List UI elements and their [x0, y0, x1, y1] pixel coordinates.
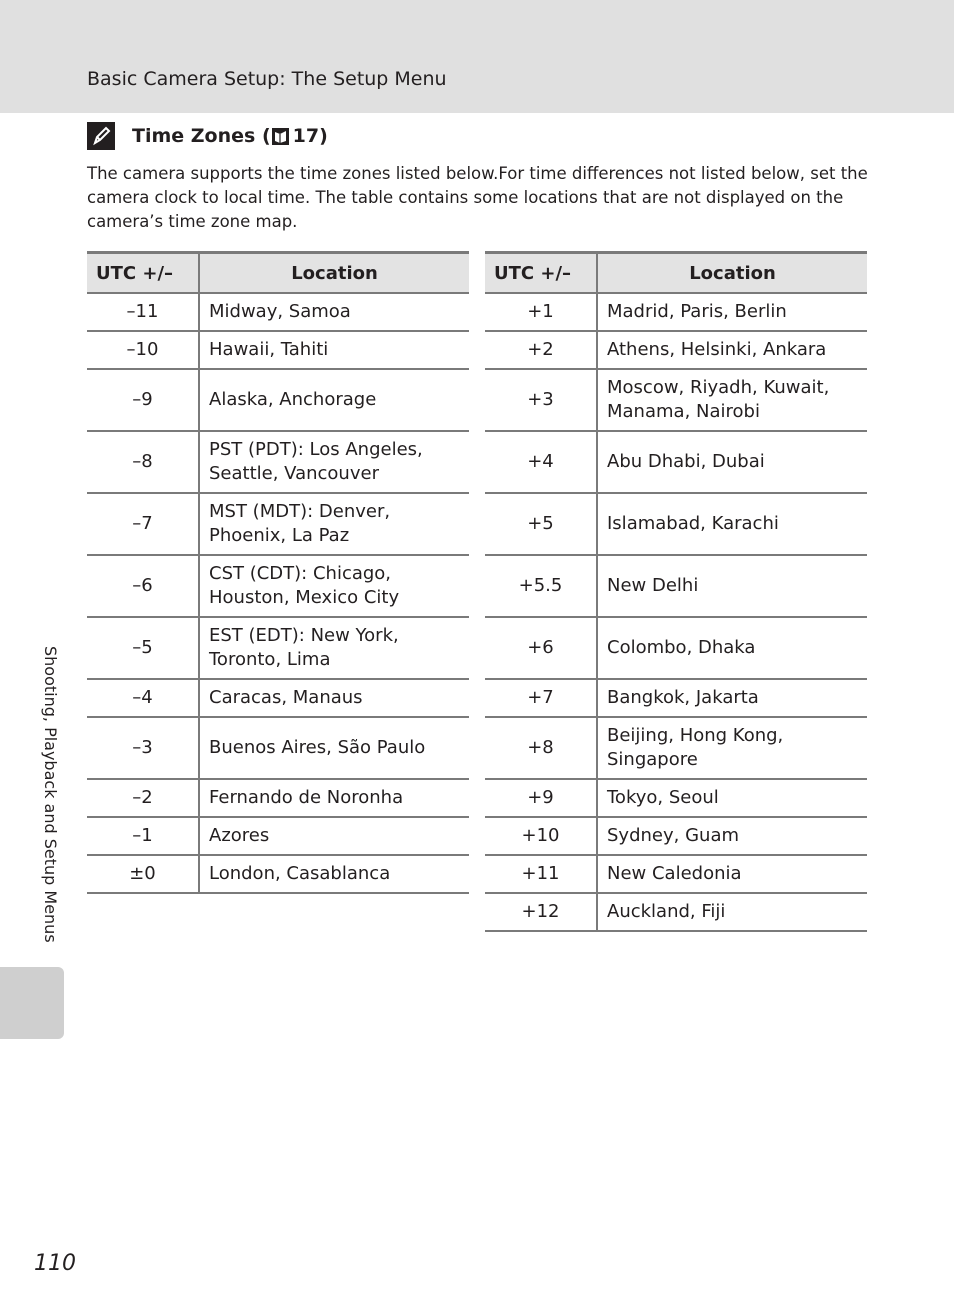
table-row [485, 817, 867, 855]
location-name: Colombo, Dhaka [597, 617, 867, 679]
reference-page-icon [272, 128, 289, 145]
table-row [87, 717, 469, 779]
table-row [87, 779, 469, 817]
location-name: Azores [199, 817, 469, 855]
table-row [87, 679, 469, 717]
table-row [485, 431, 867, 493]
utc-offset: –11 [87, 293, 199, 331]
location-name: MST (MDT): Denver, Phoenix, La Paz [199, 493, 469, 555]
table-row [485, 331, 867, 369]
location-name: Madrid, Paris, Berlin [597, 293, 867, 331]
location-column-header: Location [199, 253, 469, 294]
table-row [485, 855, 867, 893]
location-name: Midway, Samoa [199, 293, 469, 331]
location-name: Caracas, Manaus [199, 679, 469, 717]
utc-offset: +5.5 [485, 555, 597, 617]
utc-offset: –1 [87, 817, 199, 855]
location-name: Hawaii, Tahiti [199, 331, 469, 369]
location-name: Islamabad, Karachi [597, 493, 867, 555]
table-row [485, 679, 867, 717]
utc-offset: +4 [485, 431, 597, 493]
location-name: Bangkok, Jakarta [597, 679, 867, 717]
table-row [87, 493, 469, 555]
section-title-prefix: Time Zones ( [132, 125, 271, 147]
section-title [87, 122, 328, 150]
location-name: New Delhi [597, 555, 867, 617]
utc-offset: +9 [485, 779, 597, 817]
utc-offset: +10 [485, 817, 597, 855]
utc-offset: +1 [485, 293, 597, 331]
table-row [87, 617, 469, 679]
location-name: Auckland, Fiji [597, 893, 867, 931]
timezone-table-left [87, 251, 469, 894]
location-column-header: Location [597, 253, 867, 294]
table-row [87, 817, 469, 855]
page-header-title: Basic Camera Setup: The Setup Menu [87, 68, 447, 90]
location-name: Abu Dhabi, Dubai [597, 431, 867, 493]
table-row [485, 617, 867, 679]
utc-offset: –4 [87, 679, 199, 717]
utc-offset: –8 [87, 431, 199, 493]
location-name: CST (CDT): Chicago, Houston, Mexico City [199, 555, 469, 617]
section-title-ref: 17) [292, 125, 328, 147]
table-row [485, 493, 867, 555]
utc-offset: –3 [87, 717, 199, 779]
location-name: Beijing, Hong Kong, Singapore [597, 717, 867, 779]
utc-offset: –6 [87, 555, 199, 617]
utc-offset: –2 [87, 779, 199, 817]
intro-paragraph: The camera supports the time zones listed below.For time differences not listed below, set the camera clock to local time. The table contains some locations that are not displayed on the camera’s time zone map. [87, 164, 868, 231]
utc-offset: +3 [485, 369, 597, 431]
pencil-note-icon [87, 122, 115, 150]
utc-offset: ±0 [87, 855, 199, 893]
timezone-table-right [485, 251, 867, 932]
table-row [485, 717, 867, 779]
location-name: Tokyo, Seoul [597, 779, 867, 817]
utc-offset: –7 [87, 493, 199, 555]
utc-offset: +11 [485, 855, 597, 893]
table-row [485, 293, 867, 331]
side-section-label: Shooting, Playback and Setup Menus [41, 646, 60, 943]
location-name: Alaska, Anchorage [199, 369, 469, 431]
table-row [87, 369, 469, 431]
table-row [87, 855, 469, 893]
table-row [485, 369, 867, 431]
utc-column-header: UTC +/– [485, 253, 597, 294]
utc-offset: +8 [485, 717, 597, 779]
utc-offset: +6 [485, 617, 597, 679]
location-name: London, Casablanca [199, 855, 469, 893]
utc-offset: –5 [87, 617, 199, 679]
utc-offset: +7 [485, 679, 597, 717]
table-row [485, 893, 867, 931]
location-name: PST (PDT): Los Angeles, Seattle, Vancouver [199, 431, 469, 493]
side-section-tab [0, 967, 64, 1039]
table-row [87, 555, 469, 617]
utc-offset: +12 [485, 893, 597, 931]
location-name: Buenos Aires, São Paulo [199, 717, 469, 779]
utc-offset: –10 [87, 331, 199, 369]
header-band [0, 0, 954, 113]
table-row [87, 331, 469, 369]
location-name: Moscow, Riyadh, Kuwait, Manama, Nairobi [597, 369, 867, 431]
location-name: New Caledonia [597, 855, 867, 893]
table-row [485, 555, 867, 617]
location-name: EST (EDT): New York, Toronto, Lima [199, 617, 469, 679]
table-row [87, 293, 469, 331]
utc-offset: –9 [87, 369, 199, 431]
location-name: Fernando de Noronha [199, 779, 469, 817]
page-number: 110 [34, 1251, 76, 1276]
utc-offset: +2 [485, 331, 597, 369]
table-row [485, 779, 867, 817]
location-name: Athens, Helsinki, Ankara [597, 331, 867, 369]
table-row [87, 431, 469, 493]
utc-column-header: UTC +/– [87, 253, 199, 294]
utc-offset: +5 [485, 493, 597, 555]
location-name: Sydney, Guam [597, 817, 867, 855]
